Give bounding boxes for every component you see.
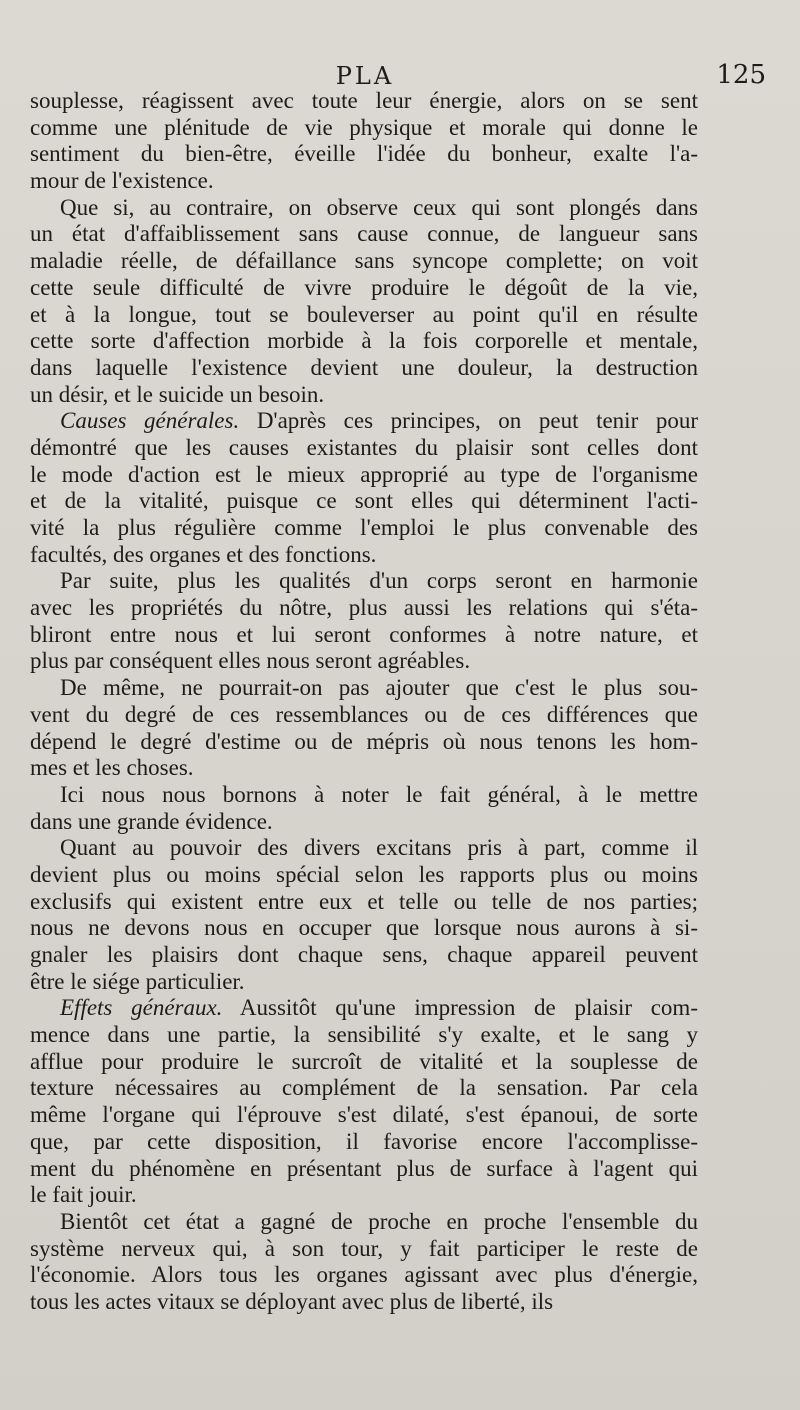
line-text: gnaler les plaisirs dont chaque sens, chaque appareil peuvent — [30, 942, 698, 967]
line-text: sentiment du bien-être, éveille l'idée du bonheur, exalte l'a- — [30, 141, 698, 167]
text-line — [30, 995, 698, 1022]
line-text: l'économie. Alors tous les organes agissant avec plus d'énergie, — [30, 1262, 698, 1288]
line-text: comme une plénitude de vie physique et morale qui donne le — [30, 114, 698, 140]
text-line — [30, 435, 698, 462]
text-line — [30, 675, 698, 702]
line-text: dans laquelle l'existence devient une douleur, la destruction — [30, 354, 698, 380]
line-text: dans une grande évidence. — [30, 808, 273, 834]
text-line — [30, 702, 698, 729]
line-text: souplesse, réagissent avec toute leur énergie, alors on se sent — [30, 88, 698, 113]
line-text: tous les actes vitaux se déployant avec plus de liberté, ils — [30, 1288, 554, 1314]
text-line — [30, 462, 698, 489]
line-text: Par suite, plus les qualités d'un corps seront en harmonie — [60, 568, 698, 594]
text-line — [30, 195, 698, 222]
paragraph — [30, 995, 698, 1209]
paragraph — [30, 1209, 698, 1316]
text-line — [30, 942, 698, 969]
text-line — [30, 969, 698, 996]
text-line — [30, 1209, 698, 1236]
line-text: le fait jouir. — [30, 1182, 137, 1208]
text-line — [30, 835, 698, 862]
line-text: De même, ne pourrait-on pas ajouter que c'est le plus sou- — [60, 675, 698, 701]
line-text: Bientôt cet état a gagné de proche en proche l'ensemble du — [60, 1208, 698, 1234]
text-line — [30, 115, 698, 142]
text-line — [30, 1022, 698, 1049]
line-text: bliront entre nous et lui seront conformes à notre nature, et — [30, 621, 698, 647]
text-line — [30, 1075, 698, 1102]
line-text: dépend le degré d'estime ou de mépris où nous tenons les hom- — [30, 728, 698, 754]
body-text — [30, 88, 698, 1316]
line-text: afflue pour produire le surcroît de vitalité et la souplesse de — [30, 1048, 698, 1074]
line-text: vité la plus régulière comme l'emploi le plus convenable des — [30, 515, 698, 540]
text-line — [30, 889, 698, 916]
line-text: maladie réelle, de défaillance sans syncope complette; on voit — [30, 248, 698, 274]
running-head: PLA — [335, 62, 395, 90]
text-line — [30, 595, 698, 622]
paragraph — [30, 675, 698, 782]
paragraph — [30, 195, 698, 409]
line-text: et de la vitalité, puisque ce sont elles qui déterminent l'acti- — [30, 488, 698, 514]
line-text: mence dans une partie, la sensibilité s'y exalte, et le sang y — [30, 1022, 698, 1048]
text-line — [30, 1129, 698, 1156]
line-text: Ici nous nous bornons à noter le fait général, à le mettre — [60, 781, 698, 807]
line-text: que, par cette disposition, il favorise encore l'accomplisse- — [30, 1128, 698, 1154]
text-line — [30, 88, 698, 115]
paragraph — [30, 835, 698, 995]
line-text: nous ne devons nous en occuper que lorsque nous aurons à si- — [30, 915, 698, 941]
text-line — [30, 221, 698, 248]
text-line — [30, 809, 698, 836]
text-line — [30, 355, 698, 382]
paragraph — [30, 88, 698, 195]
line-text: Que si, au contraire, on observe ceux qui sont plongés dans — [60, 194, 698, 220]
text-line — [30, 382, 698, 409]
line-text: texture nécessaires au complément de la sensation. Par cela — [30, 1075, 698, 1101]
line-text: le mode d'action est le mieux approprié au type de l'organisme — [30, 461, 698, 487]
line-text: un désir, et le suicide un besoin. — [30, 381, 325, 407]
text-line — [30, 915, 698, 942]
text-line — [30, 729, 698, 756]
text-line — [30, 1102, 698, 1129]
line-text: système nerveux qui, à son tour, y fait participer le reste de — [30, 1235, 698, 1261]
text-line — [30, 488, 698, 515]
page-number: 125 — [716, 60, 766, 90]
text-line — [30, 782, 698, 809]
line-text: même l'organe qui l'éprouve s'est dilaté, s'est épanoui, de sorte — [30, 1102, 698, 1128]
text-line — [30, 1262, 698, 1289]
line-text: exclusifs qui existent entre eux et telle ou telle de nos parties; — [30, 888, 698, 914]
paragraph — [30, 782, 698, 835]
line-text: ment du phénomène en présentant plus de surface à l'agent qui — [30, 1155, 698, 1181]
text-line — [30, 515, 698, 542]
text-line — [30, 141, 698, 168]
text-line — [30, 275, 698, 302]
text-line — [30, 755, 698, 782]
text-line — [30, 648, 698, 675]
text-line — [30, 568, 698, 595]
text-line — [30, 1289, 698, 1316]
line-text: démontré que les causes existantes du plaisir sont celles dont — [30, 434, 698, 460]
line-text: facultés, des organes et des fonctions. — [30, 541, 377, 567]
paragraph — [30, 408, 698, 568]
text-line — [30, 328, 698, 355]
line-text: cette sorte d'affection morbide à la fois corporelle et mentale, — [30, 328, 698, 354]
line-text: devient plus ou moins spécial selon les rapports plus ou moins — [30, 861, 698, 887]
text-line — [30, 1236, 698, 1263]
line-text: vent du degré de ces ressemblances ou de ces différences que — [30, 701, 698, 727]
text-line — [30, 622, 698, 649]
paragraph — [30, 568, 698, 675]
text-line — [30, 1049, 698, 1076]
line-text: plus par conséquent elles nous seront agréables. — [30, 648, 471, 674]
line-text: avec les propriétés du nôtre, plus aussi les relations qui s'éta- — [30, 595, 698, 621]
text-line — [30, 1182, 698, 1209]
text-line — [30, 862, 698, 889]
line-text: Aussitôt qu'une impression de plaisir com- — [222, 995, 698, 1021]
line-text: Quant au pouvoir des divers excitans pris à part, comme il — [60, 835, 698, 861]
section-heading: Causes générales. — [60, 408, 240, 434]
line-text: mes et les choses. — [30, 755, 194, 781]
line-text: D'après ces principes, on peut tenir pour — [239, 408, 698, 434]
text-line — [30, 168, 698, 195]
text-line — [30, 302, 698, 329]
line-text: un état d'affaiblissement sans cause connue, de langueur sans — [30, 221, 698, 247]
section-heading: Effets généraux. — [60, 995, 223, 1021]
text-line — [30, 408, 698, 435]
text-line — [30, 542, 698, 569]
text-line — [30, 1156, 698, 1183]
line-text: être le siége particulier. — [30, 968, 245, 994]
line-text: mour de l'existence. — [30, 168, 214, 194]
text-line — [30, 248, 698, 275]
line-text: cette seule difficulté de vivre produire le dégoût de la vie, — [30, 274, 698, 300]
line-text: et à la longue, tout se bouleverser au point qu'il en résulte — [30, 301, 698, 327]
